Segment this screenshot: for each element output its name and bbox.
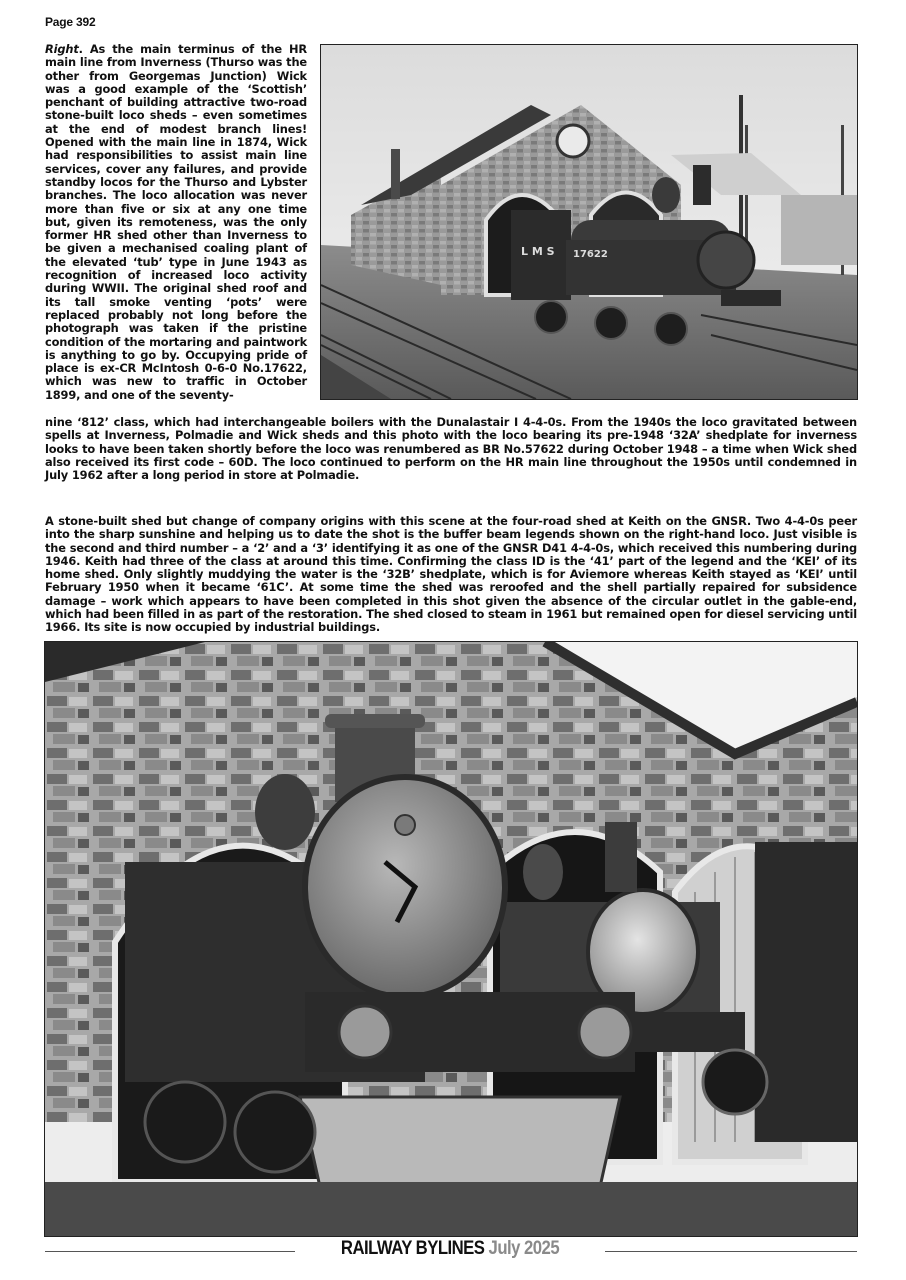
keith-shed-illustration xyxy=(45,642,857,1236)
footer-masthead xyxy=(318,1238,582,1260)
page-number: Page 392 xyxy=(45,15,96,29)
cab-number: 17622 xyxy=(573,249,608,260)
photo-wick-shed xyxy=(320,44,858,400)
footer-rule-left xyxy=(45,1251,295,1252)
distant-building xyxy=(781,195,857,265)
caption-wick-text-part1: . As the main terminus of the HR main line from Inverness (Thurso was the other from Georgemas Junction) Wick was a good example of the ‘Scottish’ penchant of building attractive two-road stone-built loco sheds – even sometimes at the end of modest branch lines! Opened with the main line in 1874, Wick had responsibilities to assist main line services, cover any failures, and provide standby locos for the Thurso and Lybster branches. The loco allocation was never more than five or six at any one time but, given its remoteness, was the only former HR shed other than Inverness to be given a mechanised coaling plant of the elevated ‘tub’ type in June 1943 as recognition of increased loco activity during WWII. The original shed roof and its tall smoke venting ‘pots’ were replaced probably not long before the photograph was taken if the pristine condition of the mortaring and paintwork is anything to go by. Occupying pride of place is ex-CR McIntosh 0-6-0 No.17622, which was new to traffic in October 1899, and one of the seventy- xyxy=(45,42,307,402)
photo-keith-shed xyxy=(44,641,858,1237)
wick-shed-illustration xyxy=(321,45,857,399)
tender-lettering: L M S xyxy=(521,245,555,258)
ground xyxy=(45,1182,857,1236)
footer-magazine-title: RAILWAY BYLINES xyxy=(340,1238,485,1259)
caption-wick-column xyxy=(45,43,307,402)
footer-issue-date: July 2025 xyxy=(488,1238,560,1259)
tender-right xyxy=(755,842,857,1142)
caption-keith-shed: A stone-built shed but change of company origins with this scene at the four-road shed at Keith on the GNSR. Two 4-4-0s peer into the sharp sunshine and helping us to date the shot is the buffer beam legends shown on the right-hand loco. Just visible is the second and third number – a ‘2’ and a ‘3’ identifying it as one of the GNSR D41 4-4-0s, which received this numbering during 1946. Keith had three of the class at around this time. Confirming the class ID is the ‘41’ part of the legend and the ‘KEI’ of its home shed. Only slightly muddying the water is the ‘32B’ shedplate, which is for Aviemore whereas Keith stayed as ‘KEI’ until February 1950 when it became ‘61C’. At some time the shed was reroofed and the shell partially repaired for subsidence damage – work which appears to have been completed in this shot given the absence of the circular outlet in the gable-end, which had been filled in as part of the restoration. The shed closed to steam in 1961 but remained open for diesel servicing until 1966. Its site is now occupied by industrial buildings. xyxy=(45,514,857,635)
shed-chimney xyxy=(391,149,400,199)
caption-wick-continued: nine ‘812’ class, which had interchangeable boilers with the Dunalastair I 4-4-0s. From the 1940s the loco gravitated between spells at Inverness, Polmadie and Wick sheds and this photo with the loco bearing its pre-1948 ‘32A’ shedplate for inverness looks to have been taken shortly before the loco was renumbered as BR No.57622 during October 1948 – a time when Wick shed also received its first code – 60D. The loco continued to perform on the HR main line throughout the 1950s until condemned in July 1962 after a long period in store at Polmadie. xyxy=(45,415,857,483)
footer-rule-right xyxy=(605,1251,857,1252)
gable-round-window xyxy=(557,125,589,157)
caption-lead-word: Right xyxy=(45,42,79,56)
